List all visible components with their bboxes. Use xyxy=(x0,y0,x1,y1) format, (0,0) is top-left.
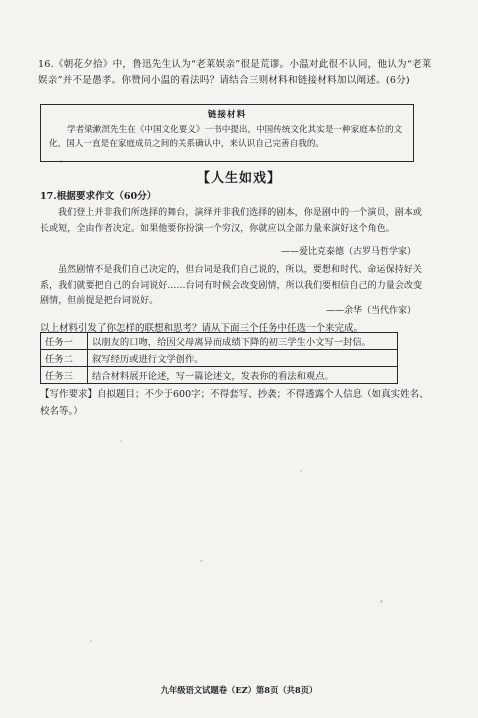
task-row xyxy=(41,333,398,350)
material-signature-2: ——余华（当代作家） xyxy=(325,306,416,316)
material-signature-1: ——爱比克泰德（古罗马哲学家） xyxy=(280,247,416,257)
writing-prompt: 以上材料引发了你怎样的联想和思考？请从下面三个任务中任选一个来完成。 xyxy=(40,323,364,334)
scan-speck xyxy=(380,600,383,603)
task-description: 以朋友的口吻，给因父母离异而成绩下降的初三学生小文写一封信。 xyxy=(88,333,398,350)
scan-speck xyxy=(200,560,203,562)
page-footer: 九年级语文试题卷（EZ）第8页（共8页） xyxy=(160,685,318,695)
task-name: 任务二 xyxy=(41,350,88,367)
link-material-body: 学者梁漱溟先生在《中国文化要义》一书中提出，中国传统文化其实是一种家庭本位的文化，国人一直是在家庭成员之间的关系确认中，来认识自己完善自我的。 xyxy=(49,125,403,149)
material-paragraph-2: 虽然剧情不是我们自己决定的，但台词是我们自己说的，所以，要想和时代、命运保持好关系，我们就要把自己的台词说好……台词有时候会改变剧情，所以我们要相信自己的力量会改变剧情，但前提是把台词说好。 xyxy=(40,265,423,306)
material-paragraph-1: 我们登上并非我们所选择的舞台，演绎并非我们选择的剧本，你是剧中的一个演员，剧本或长或短，全由作者决定。如果他要你扮演一个穷汉，你就应以全部力量来演好这个角色。 xyxy=(40,208,423,234)
task-table xyxy=(40,332,398,384)
task-row xyxy=(41,350,398,367)
task-description: 叙写经历或进行文学创作。 xyxy=(88,350,398,367)
scan-speck xyxy=(300,470,302,472)
link-material-box xyxy=(40,104,414,162)
scan-speck xyxy=(90,640,92,642)
task-name: 任务三 xyxy=(41,367,88,384)
scan-speck xyxy=(120,440,122,442)
section-title: 【人生如戏】 xyxy=(196,171,281,186)
task-description: 结合材料展开论述，写一篇论述文，发表你的看法和观点。 xyxy=(88,367,398,384)
task-row xyxy=(41,367,398,384)
task-name: 任务一 xyxy=(41,333,88,350)
link-material-title: 链接材料 xyxy=(207,110,247,120)
question-16: 16.《朝花夕拾》中，鲁迅先生认为“老莱娱亲”很是荒谬。小温对此很不认同，他认为“老莱娱亲”并不是愚孝。你赞同小温的看法吗？请结合三则材料和链接材料加以阐述。(6分) xyxy=(38,59,432,86)
question-17-heading: 17.根据要求作文（60分） xyxy=(40,191,157,202)
writing-requirements: 【写作要求】自拟题目；不少于600字；不得套写、抄袭；不得透露个人信息（如真实姓名、校名等。） xyxy=(40,389,429,417)
